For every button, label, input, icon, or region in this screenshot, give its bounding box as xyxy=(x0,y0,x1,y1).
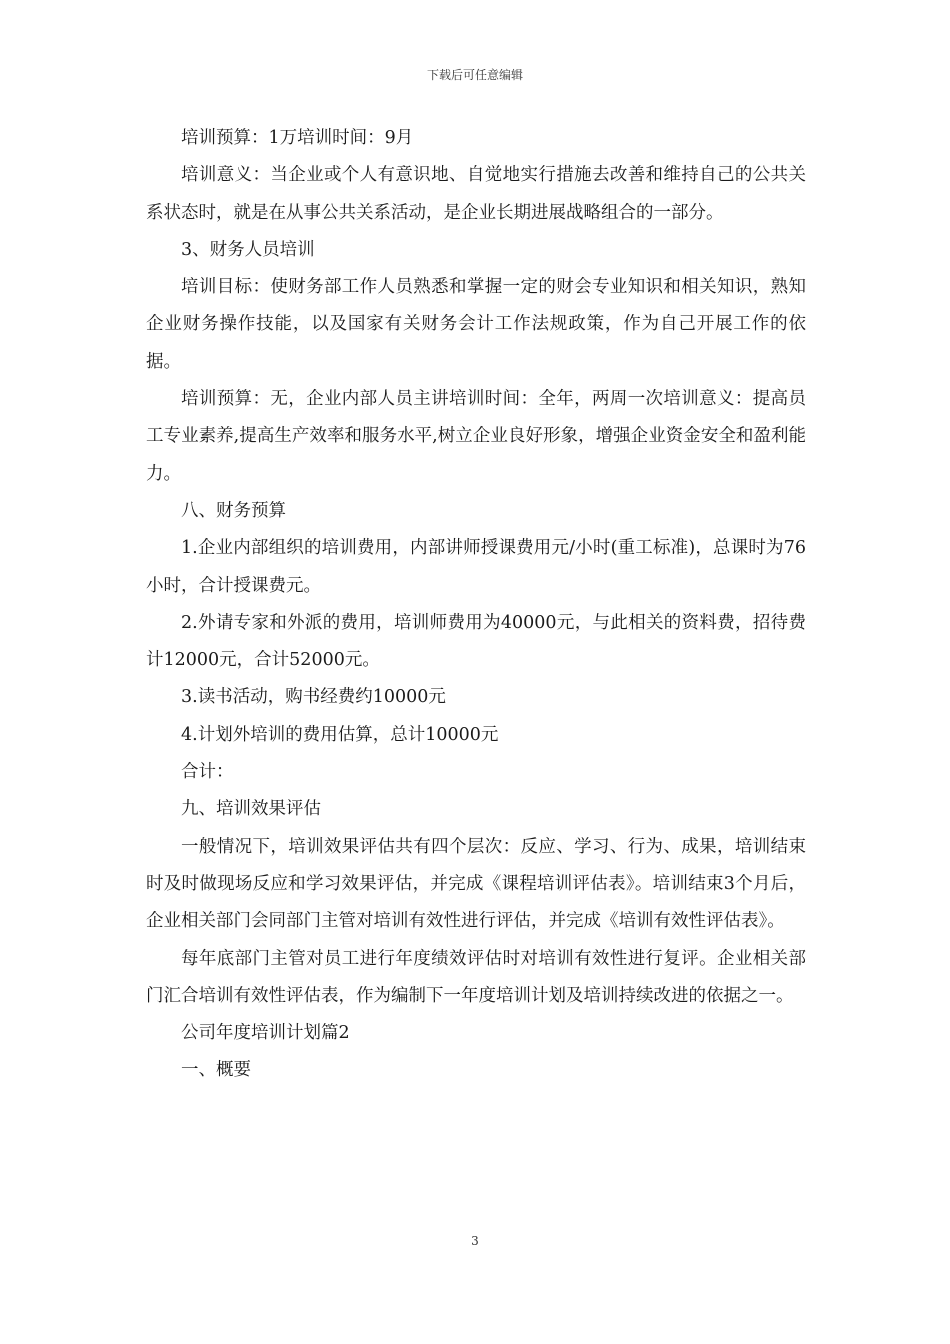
paragraph-training-significance: 培训意义：当企业或个人有意识地、自觉地实行措施去改善和维持自己的公共关系状态时，就是在从事公共关系活动，是企业长期进展战略组合的一部分。 xyxy=(146,165,806,223)
list-item-external-expert-cost: 2.外请专家和外派的费用，培训师费用为40000元，与此相关的资料费，招待费计12000元，合计52000元。 xyxy=(146,612,806,671)
document-body xyxy=(146,120,806,1090)
paragraph-total: 合计： xyxy=(181,762,234,783)
heading-annual-plan-part2: 公司年度培训计划篇2 xyxy=(181,1023,350,1044)
heading-training-evaluation: 九、培训效果评估 xyxy=(181,799,321,820)
page-number: 3 xyxy=(471,1234,479,1248)
paragraph-finance-training-budget: 培训预算：无，企业内部人员主讲培训时间：全年，两周一次培训意义：提高员工专业素养,提高生产效率和服务水平,树立企业良好形象，增强企业资金安全和盈利能力。 xyxy=(146,389,806,484)
list-item-internal-training-cost: 1.企业内部组织的培训费用，内部讲师授课费用元/小时(重工标准)，总课时为76小时，合计授课费元。 xyxy=(146,538,806,596)
paragraph-evaluation-levels: 一般情况下，培训效果评估共有四个层次：反应、学习、行为、成果，培训结束时及时做现场反应和学习效果评估，并完成《课程培训评估表》。培训结束3个月后，企业相关部门会同部门主管对培训有效性进行评估，并完成《培训有效性评估表》。 xyxy=(146,836,806,932)
list-item-reading-activity: 3.读书活动，购书经费约10000元 xyxy=(181,687,446,708)
paragraph-training-budget: 培训预算：1万培训时间：9月 xyxy=(181,128,414,148)
heading-finance-staff-training: 3、财务人员培训 xyxy=(181,239,315,260)
heading-overview: 一、概要 xyxy=(181,1060,251,1081)
list-item-unplanned-training-cost: 4.计划外培训的费用估算，总计10000元 xyxy=(181,724,499,745)
paragraph-annual-review: 每年底部门主管对员工进行年度绩效评估时对培训有效性进行复评。企业相关部门汇合培训有效性评估表，作为编制下一年度培训计划及培训持续改进的依据之一。 xyxy=(146,948,806,1006)
heading-financial-budget: 八、财务预算 xyxy=(181,500,286,521)
paragraph-training-goal: 培训目标：使财务部工作人员熟悉和掌握一定的财会专业知识和相关知识，熟知企业财务操作技能，以及国家有关财务会计工作法规政策，作为自己开展工作的依据。 xyxy=(146,277,806,372)
page-header: 下载后可任意编辑 xyxy=(426,68,523,82)
